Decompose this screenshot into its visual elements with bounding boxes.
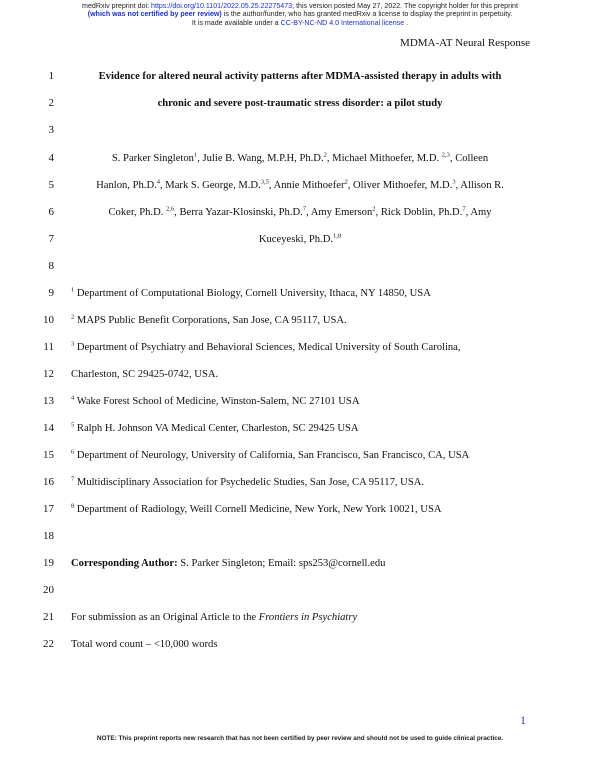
affiliation-text: Ralph H. Johnson VA Medical Center, Charleston, SC 29425 USA [74, 423, 359, 434]
line-number: 2 [48, 97, 54, 109]
running-head: MDMA-AT Neural Response [400, 37, 530, 49]
affiliation-text: MAPS Public Benefit Corporations, San Jose, CA 95117, USA. [74, 315, 347, 326]
author-name: Coker, Ph.D. [108, 207, 167, 218]
author-name: , Oliver Mithoefer, M.D. [347, 180, 453, 191]
author-name: , Amy Emerson [306, 207, 373, 218]
affiliation-marker: 7 [71, 475, 75, 483]
affiliation-marker: 3 [71, 340, 75, 348]
notice-text: It is made available under a [191, 18, 281, 27]
author-name: S. Parker Singleton [111, 153, 194, 164]
affiliation-3-continued: Charleston, SC 29425-0742, USA. [71, 369, 219, 380]
author-name: , Allison R. [455, 180, 504, 191]
doi-link[interactable]: https://doi.org/10.1101/2022.05.25.22275473 [151, 2, 293, 10]
affiliation-marker: 6 [71, 448, 75, 456]
line-number: 19 [43, 557, 54, 569]
author-name: , Colleen [449, 153, 489, 164]
preprint-notice [0, 2, 600, 27]
author-name: , Annie Mithoefer [268, 180, 345, 191]
affiliation-text: Department of Radiology, Weill Cornell Medicine, New York, New York 10021, USA [74, 504, 442, 515]
word-count: Total word count – <10,000 words [71, 639, 218, 650]
affiliation-text: Department of Neurology, University of California, San Francisco, San Francisco, CA, USA [74, 450, 470, 461]
peer-review-note: (which was not certified by peer review) [87, 10, 222, 19]
corresponding-author [71, 557, 385, 570]
line-number: 22 [43, 638, 54, 650]
line-number: 8 [48, 260, 54, 272]
affiliation-marker: 2 [323, 151, 327, 159]
author-name: , Mark S. George, M.D. [160, 180, 261, 191]
author-name: , Michael Mithoefer, M.D. [326, 153, 442, 164]
submission-text: For submission as an Original Article to the [71, 612, 259, 623]
line-number: 20 [43, 584, 54, 596]
affiliation-text: Department of Computational Biology, Cornell University, Ithaca, NY 14850, USA [74, 288, 431, 299]
affiliation-text: Multidisciplinary Association for Psychedelic Studies, San Jose, CA 95117, USA. [74, 477, 425, 488]
affiliation-8 [71, 503, 442, 516]
author-list-line-1 [70, 152, 530, 165]
paper-title-line-1: Evidence for altered neural activity patterns after MDMA-assisted therapy in adults with [98, 71, 502, 82]
affiliation-6 [71, 449, 469, 462]
line-number: 14 [43, 422, 54, 434]
author-name: , Rick Doblin, Ph.D. [375, 207, 463, 218]
affiliation-marker: 3 [452, 178, 456, 186]
affiliation-2 [71, 314, 347, 327]
journal-name: Frontiers in Psychiatry [258, 612, 358, 623]
line-number: 21 [43, 611, 54, 623]
line-number: 7 [48, 233, 54, 245]
affiliation-5 [71, 422, 359, 435]
line-number: 16 [43, 476, 54, 488]
line-number: 17 [43, 503, 54, 515]
corresponding-label: Corresponding Author: [71, 558, 178, 569]
author-name: , Amy [465, 207, 492, 218]
line-number: 1 [48, 70, 54, 82]
submission-note [71, 611, 357, 624]
author-list-line-4 [70, 233, 530, 246]
author-name: Kuceyeski, Ph.D. [258, 234, 334, 245]
author-list-line-3 [70, 206, 530, 219]
affiliation-marker: 1 [193, 151, 198, 159]
notice-text: medRxiv preprint doi: [82, 2, 152, 10]
line-number: 18 [43, 530, 54, 542]
notice-text: . [404, 18, 409, 27]
affiliation-marker: 2,3 [441, 151, 450, 159]
affiliation-marker: 1,8 [333, 232, 342, 240]
line-number: 9 [48, 287, 54, 299]
author-name: Hanlon, Ph.D. [96, 180, 157, 191]
line-number: 3 [48, 124, 54, 136]
affiliation-marker: 2,6 [166, 205, 175, 213]
line-number: 11 [43, 341, 54, 353]
affiliation-marker: 4 [156, 178, 160, 186]
line-number: 12 [43, 368, 54, 380]
affiliation-3 [71, 341, 461, 354]
corresponding-text: S. Parker Singleton; Email: sps253@cornell.edu [177, 558, 386, 569]
affiliation-marker: 4 [71, 394, 75, 402]
line-number: 13 [43, 395, 54, 407]
affiliation-7 [71, 476, 424, 489]
license-link[interactable]: CC-BY-NC-ND 4.0 International license [280, 18, 405, 27]
line-number: 5 [48, 179, 54, 191]
notice-text: ; this version posted May 27, 2022. The copyright holder for this preprint [292, 2, 518, 10]
line-number: 6 [48, 206, 54, 218]
affiliation-text: Department of Psychiatry and Behavioral Sciences, Medical University of South Carolina, [74, 342, 461, 353]
notice-text: is the author/funder, who has granted medRxiv a license to display the preprint in perpetuity. [221, 10, 513, 19]
footer-notice: NOTE: This preprint reports new research that has not been certified by peer review and should not be used to guide clinical practice. [96, 735, 504, 742]
author-list-line-2 [70, 179, 530, 192]
line-number: 15 [43, 449, 54, 461]
affiliation-4 [71, 395, 359, 408]
line-number: 4 [48, 152, 54, 164]
affiliation-marker: 3,5 [260, 178, 269, 186]
page-number: 1 [520, 713, 526, 727]
author-name: , Berra Yazar-Klosinski, Ph.D. [174, 207, 303, 218]
affiliation-marker: 2 [344, 178, 348, 186]
affiliation-marker: 7 [302, 205, 307, 213]
affiliation-marker: 5 [71, 421, 75, 429]
affiliation-marker: 2 [71, 313, 75, 321]
affiliation-1 [71, 287, 431, 300]
paper-title-line-2: chronic and severe post-traumatic stress disorder: a pilot study [157, 98, 443, 109]
line-number: 10 [43, 314, 54, 326]
affiliation-marker: 2 [372, 205, 376, 213]
affiliation-text: Wake Forest School of Medicine, Winston-Salem, NC 27101 USA [74, 396, 360, 407]
affiliation-marker: 7 [462, 205, 466, 213]
affiliation-marker: 8 [71, 502, 75, 510]
affiliation-marker: 1 [71, 286, 75, 294]
author-name: , Julie B. Wang, M.P.H, Ph.D. [197, 153, 324, 164]
